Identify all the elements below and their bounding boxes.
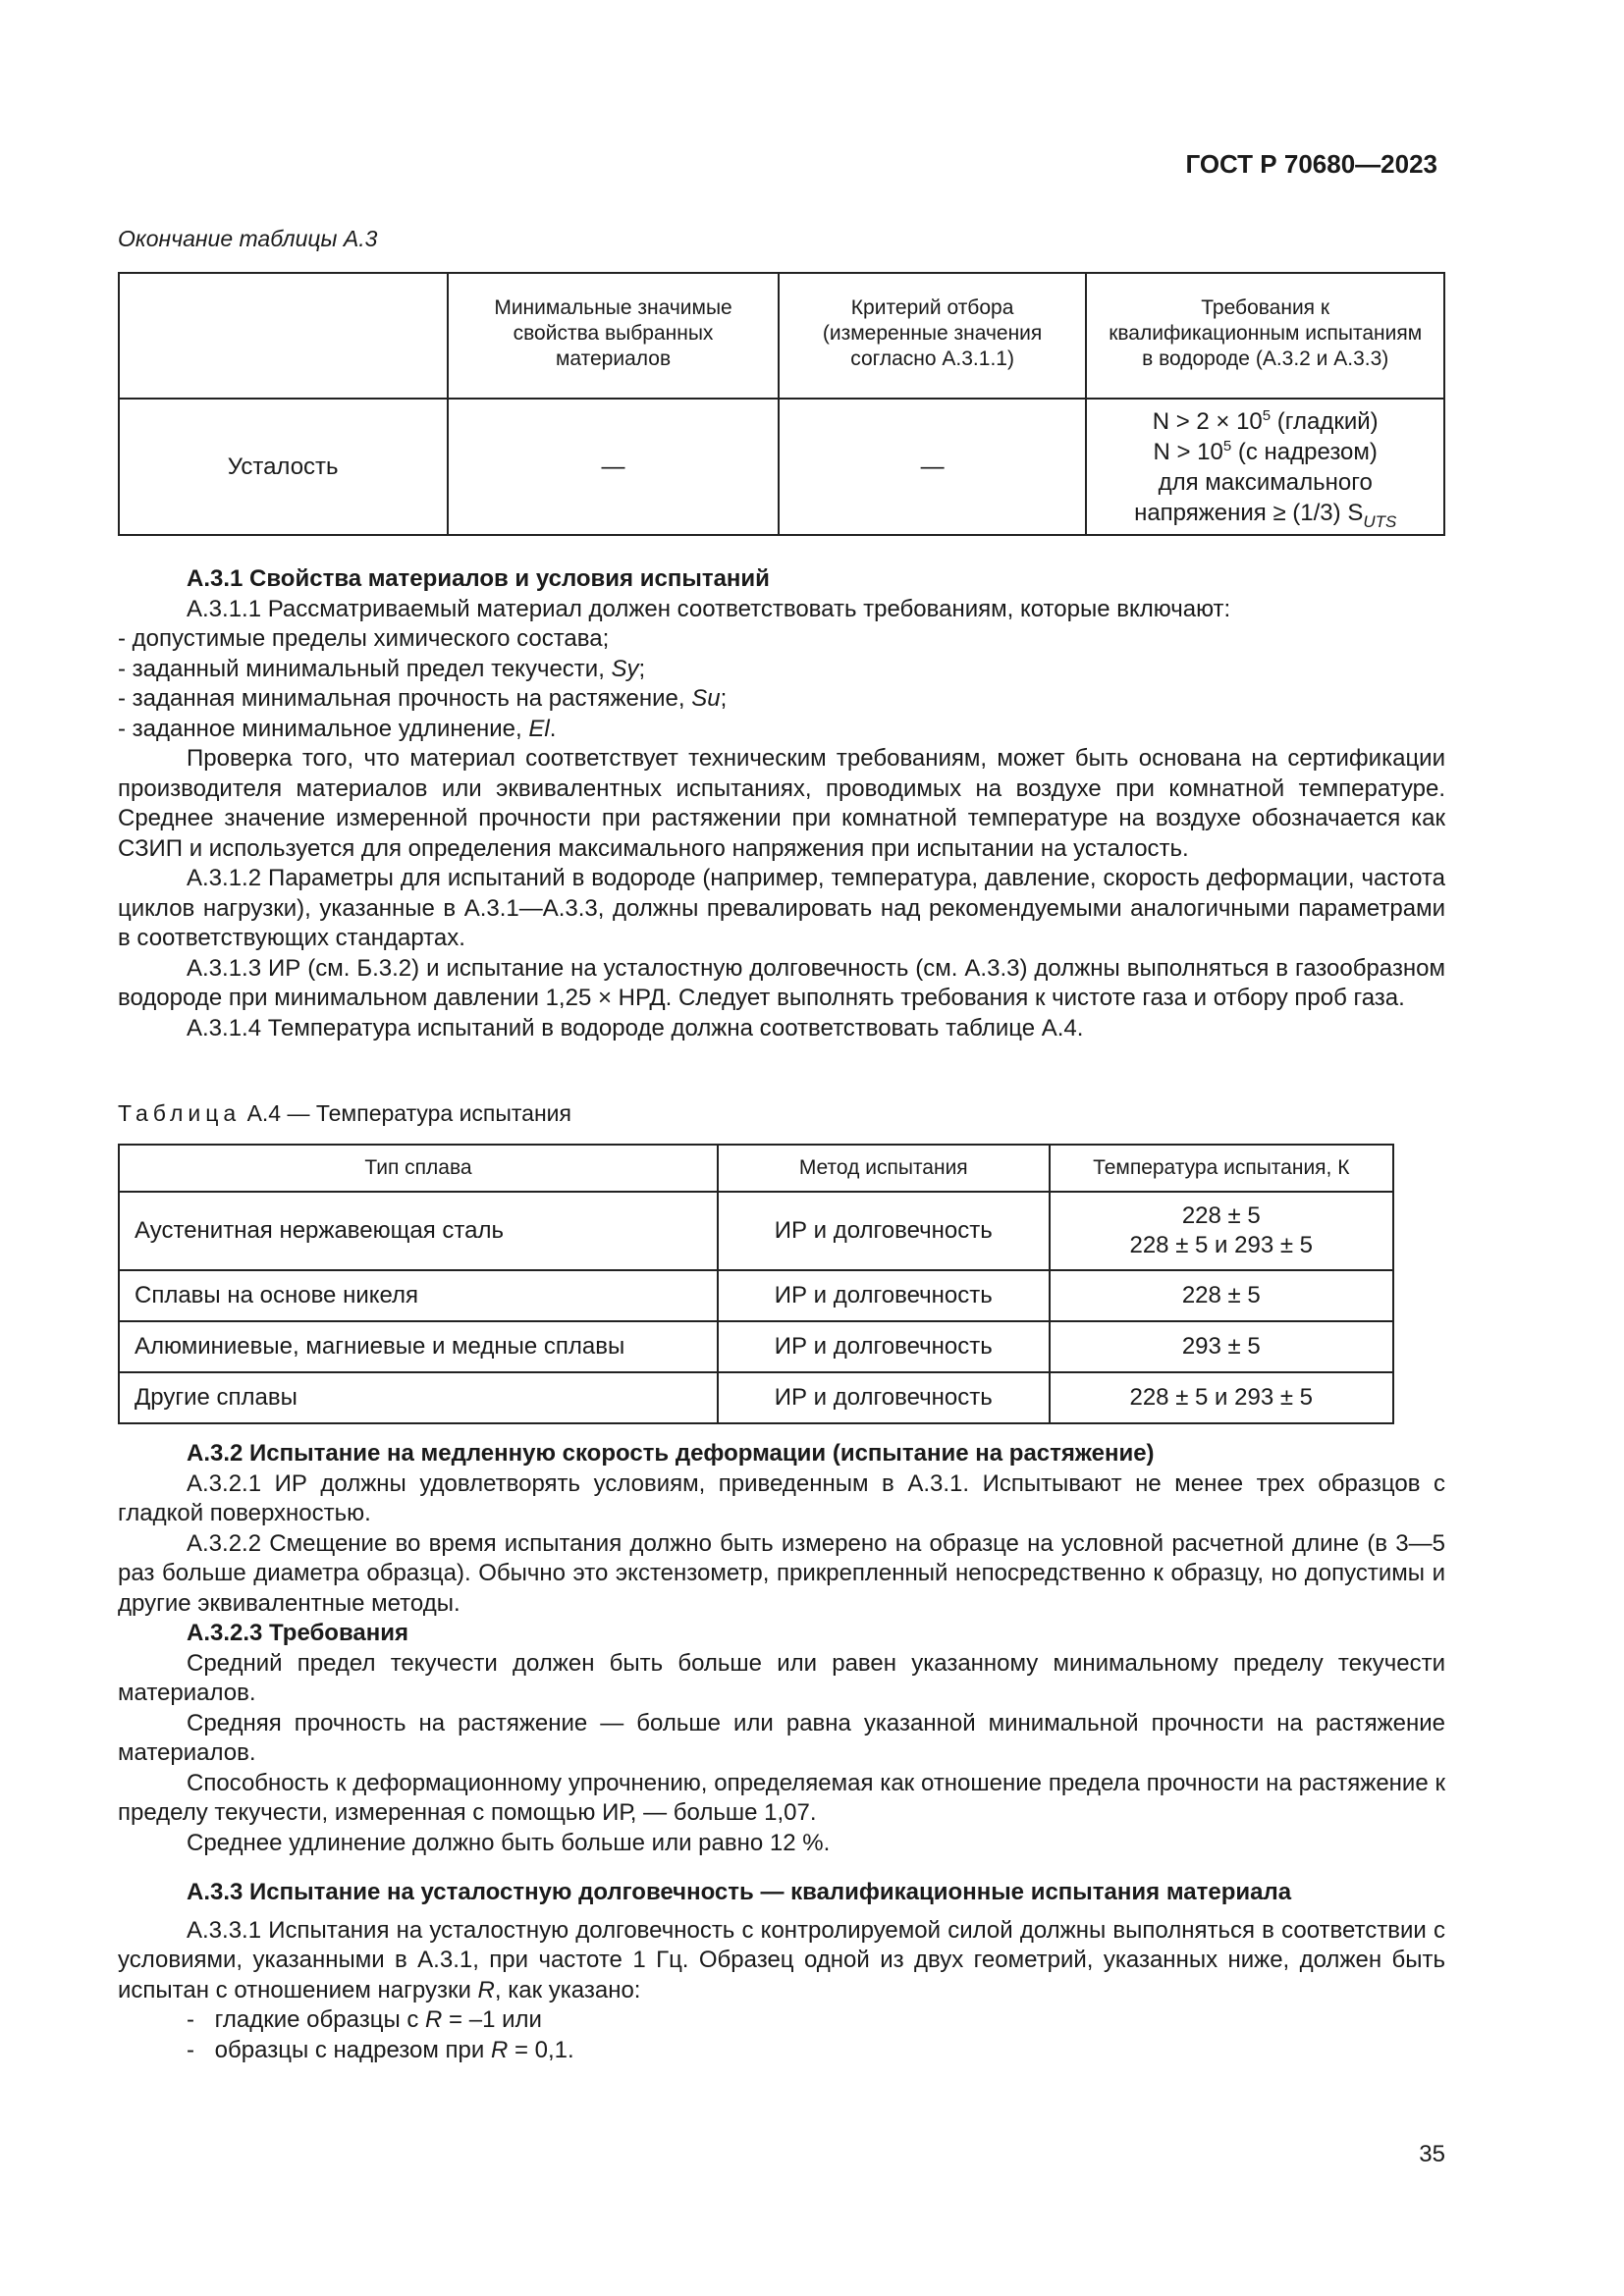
table-cell: — [779,399,1087,535]
document-code: ГОСТ Р 70680—2023 [1185,149,1437,179]
table-header-cell: Метод испытания [718,1145,1050,1192]
method-cell: ИР и долговечность [718,1321,1050,1372]
list-item: - допустимые пределы химического состава; [118,625,610,652]
section-title: А.3.1 Свойства материалов и условия испытаний [187,565,770,592]
table-header-cell: Критерий отбора (измеренные значения согласно А.3.1.1) [779,273,1087,394]
table-row [119,1372,1393,1423]
row-name: Усталость [119,399,448,535]
table-row [119,399,1444,535]
table-row [119,1270,1393,1321]
list-item: - заданная минимальная прочность на растяжение, Su; [118,685,728,712]
table-a4 [118,1144,1394,1424]
table-a3 [118,272,1445,536]
temperature-cell: 293 ± 5 [1050,1321,1393,1372]
list-item: - заданное минимальное удлинение, El. [118,715,557,742]
temperature-cell: 228 ± 5 и 293 ± 5 [1050,1372,1393,1423]
paragraph: Способность к деформационному упрочнению, определяемая как отношение предела прочности на растяжение к пределу текучести, измеренная с помощью ИР, — больше 1,07. [118,1769,1445,1826]
table-row [119,1192,1393,1270]
alloy-cell: Алюминиевые, магниевые и медные сплавы [119,1321,718,1372]
table-header-cell: Тип сплава [119,1145,718,1192]
alloy-cell: Другие сплавы [119,1372,718,1423]
table-header-cell: Требования к квалификационным испытаниям в водороде (А.3.2 и А.3.3) [1086,273,1444,394]
table-header-row [119,273,1444,394]
section-a31 [118,564,1445,1043]
method-cell: ИР и долговечность [718,1270,1050,1321]
table-header-cell: Минимальные значимые свойства выбранных материалов [448,273,779,394]
section-a32 [118,1439,1445,1858]
table-header-cell [119,273,448,394]
list-item: - заданный минимальный предел текучести, Sy; [118,655,646,682]
section-title: А.3.3 Испытание на усталостную долговечность — квалификационные испытания материала [187,1879,1292,1905]
paragraph: А.3.1.3 ИР (см. Б.3.2) и испытание на усталостную долговечность (см. А.3.3) должны выполняться в газообразном водороде при минимальном давлении 1,25 × НРД. Следует выполнять требования к чистоте газа и отбору проб газа. [118,954,1445,1011]
paragraph: Средний предел текучести должен быть больше или равен указанному минимальному пределу текучести материалов. [118,1649,1445,1706]
method-cell: ИР и долговечность [718,1372,1050,1423]
paragraph: А.3.3.1 Испытания на усталостную долговечность с контролируемой силой должны выполняться в соответствии с условиями, указанными в А.3.1, при частоте 1 Гц. Образец одной из двух геометрий, указанных ниже, должен быть испытан с отношением нагрузки R, как указано: [118,1916,1445,2003]
method-cell: ИР и долговечность [718,1192,1050,1270]
paragraph: Средняя прочность на растяжение — больше или равна указанной минимальной прочности на растяжение материалов. [118,1709,1445,1766]
table-a3-caption: Окончание таблицы А.3 [118,226,378,251]
section-title: А.3.2 Испытание на медленную скорость деформации (испытание на растяжение) [187,1440,1155,1467]
temperature-cell: 228 ± 5 [1050,1270,1393,1321]
table-header-cell: Температура испытания, К [1050,1145,1393,1192]
paragraph: А.3.1.4 Температура испытаний в водороде должна соответствовать таблице А.4. [187,1014,1084,1041]
list-item: - образцы с надрезом при R = 0,1. [187,2036,574,2063]
page-number: 35 [1419,2141,1445,2167]
paragraph: А.3.1.1 Рассматриваемый материал должен соответствовать требованиям, которые включают: [187,595,1231,622]
requirements-cell: $N > 2 \times 10^5$ (гладкий) $N > 10^5$ (с надрезом) для максимального напряжения ≥ (1/3) $S_{UTS}$ [1086,399,1444,535]
paragraph: А.3.1.2 Параметры для испытаний в водороде (например, температура, давление, скорость деформации, частота циклов нагрузки), указанные в А.3.1—А.3.3, должны превалировать над рекомендуемыми аналогичными параметрами в соответствующих стандартах. [118,865,1445,951]
table-cell: — [448,399,779,535]
table-row [119,1321,1393,1372]
section-a33 [118,1878,1445,2065]
subsection-title: А.3.2.3 Требования [187,1620,409,1646]
temperature-cell: 228 ± 5 228 ± 5 и 293 ± 5 [1050,1192,1393,1270]
paragraph: А.3.2.2 Смещение во время испытания должно быть измерено на образце на условной расчетной длине (в 3—5 раз больше диаметра образца). Обычно это экстензометр, прикрепленный непосредственно к образцу, но допустимы и другие эквивалентные методы. [118,1529,1445,1617]
alloy-cell: Аустенитная нержавеющая сталь [119,1192,718,1270]
paragraph: А.3.2.1 ИР должны удовлетворять условиям, приведенным в А.3.1. Испытывают не менее трех образцов с гладкой поверхностью. [118,1469,1445,1526]
list-item: - гладкие образцы с R = –1 или [187,2006,542,2033]
paragraph: Проверка того, что материал соответствует техническим требованиям, может быть основана на сертификации производителя материалов или эквивалентных испытаниях, проводимых на воздухе при комнатной температуре. Среднее значение измеренной прочности при растяжении при комнатной температуре на воздухе обозначается как СЗИП и используется для определения максимального напряжения при испытании на усталость. [118,745,1445,862]
table-a4-caption: Таблица А.4 — Температура испытания [118,1100,571,1126]
alloy-cell: Сплавы на основе никеля [119,1270,718,1321]
table-header-row [119,1145,1393,1192]
paragraph: Среднее удлинение должно быть больше или равно 12 %. [187,1829,831,1856]
